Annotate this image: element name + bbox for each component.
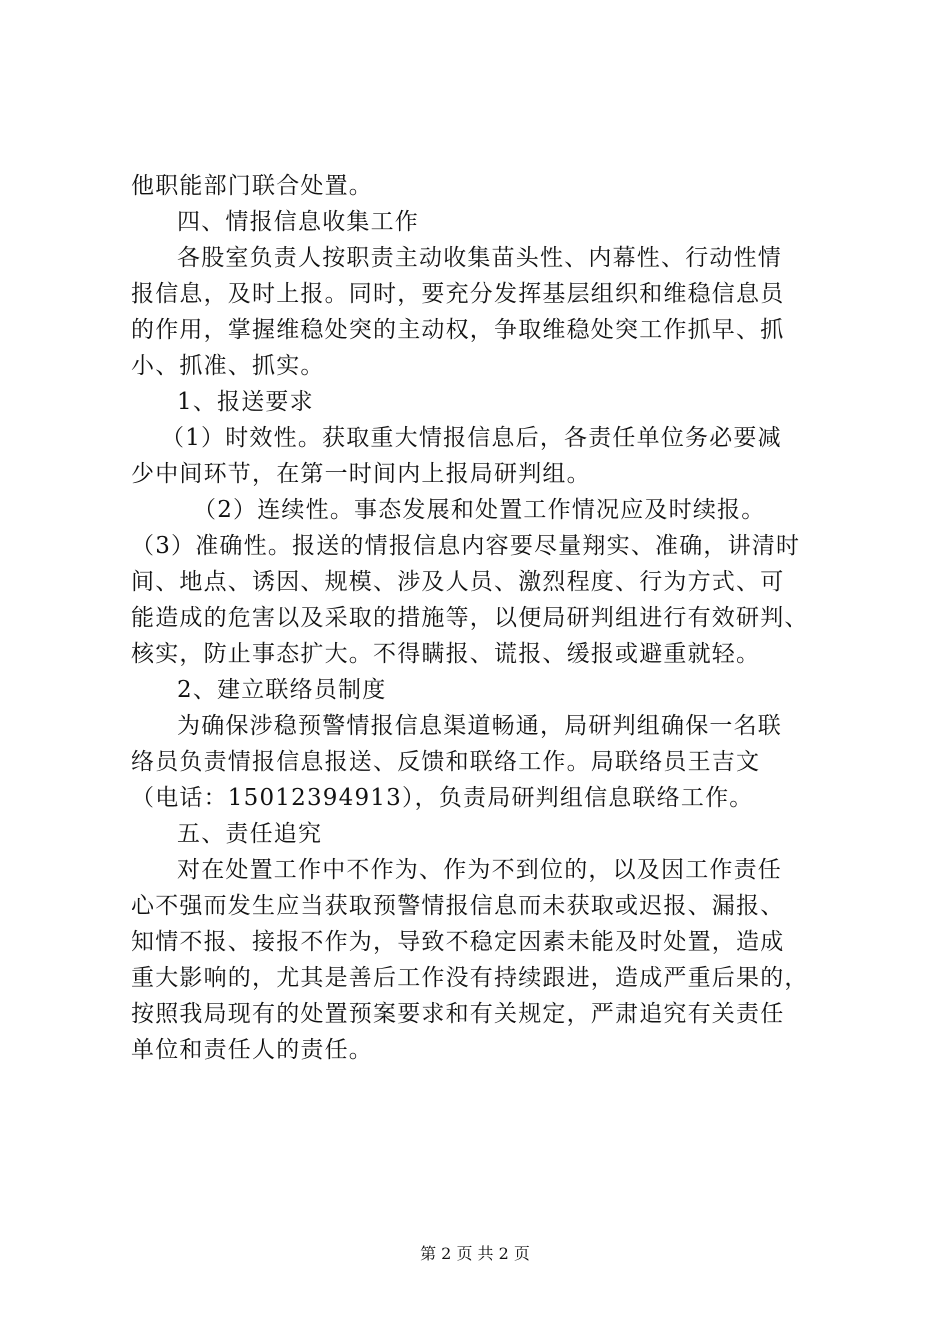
text-line: 单位和责任人的责任。 bbox=[131, 1037, 373, 1063]
text-line: （1）时效性。获取重大情报信息后，各责任单位务必要减 bbox=[161, 425, 782, 451]
subsection-heading-liaison: 2、建立联络员制度 bbox=[177, 677, 387, 703]
section-heading-five: 五、责任追究 bbox=[177, 821, 323, 847]
text-line: 核实，防止事态扩大。不得瞒报、谎报、缓报或避重就轻。 bbox=[131, 641, 761, 667]
subsection-heading-reporting: 1、报送要求 bbox=[177, 389, 314, 415]
text-line: 为确保涉稳预警情报信息渠道畅通，局研判组确保一名联 bbox=[177, 713, 782, 739]
text-line: 少中间环节，在第一时间内上报局研判组。 bbox=[131, 461, 591, 487]
text-line: 能造成的危害以及采取的措施等，以便局研判组进行有效研判、 bbox=[131, 605, 809, 631]
text-line: 重大影响的，尤其是善后工作没有持续跟进，造成严重后果的， bbox=[131, 965, 809, 991]
text-line: 络员负责情报信息报送、反馈和联络工作。局联络员王吉文 bbox=[131, 749, 761, 775]
text-line: 心不强而发生应当获取预警情报信息而未获取或迟报、漏报、 bbox=[131, 893, 785, 919]
text-line: 的作用，掌握维稳处突的主动权，争取维稳处突工作抓早、抓 bbox=[131, 317, 785, 343]
text-line: （2）连续性。事态发展和处置工作情况应及时续报。 bbox=[193, 497, 766, 523]
page-footer bbox=[0, 1242, 950, 1266]
section-heading-four: 四、情报信息收集工作 bbox=[177, 209, 419, 235]
text-line: 小、抓准、抓实。 bbox=[131, 353, 325, 379]
text-line: 各股室负责人按职责主动收集苗头性、内幕性、行动性情 bbox=[177, 245, 782, 271]
document-body bbox=[131, 168, 851, 1068]
text-line: 间、地点、诱因、规模、涉及人员、激烈程度、行为方式、可 bbox=[131, 569, 785, 595]
page-number-label: 第 2 页 共 2 页 bbox=[420, 1244, 530, 1263]
text-line: 对在处置工作中不作为、作为不到位的，以及因工作责任 bbox=[177, 857, 782, 883]
text-line: （3）准确性。报送的情报信息内容要尽量翔实、准确，讲清时 bbox=[131, 533, 801, 559]
text-line: 知情不报、接报不作为，导致不稳定因素未能及时处置，造成 bbox=[131, 929, 785, 955]
text-line: 报信息，及时上报。同时，要充分发挥基层组织和维稳信息员 bbox=[131, 281, 785, 307]
text-line: （电话：15012394913），负责局研判组信息联络工作。 bbox=[131, 785, 754, 811]
text-line: 按照我局现有的处置预案要求和有关规定，严肃追究有关责任 bbox=[131, 1001, 785, 1027]
text-line: 他职能部门联合处置。 bbox=[131, 173, 373, 199]
